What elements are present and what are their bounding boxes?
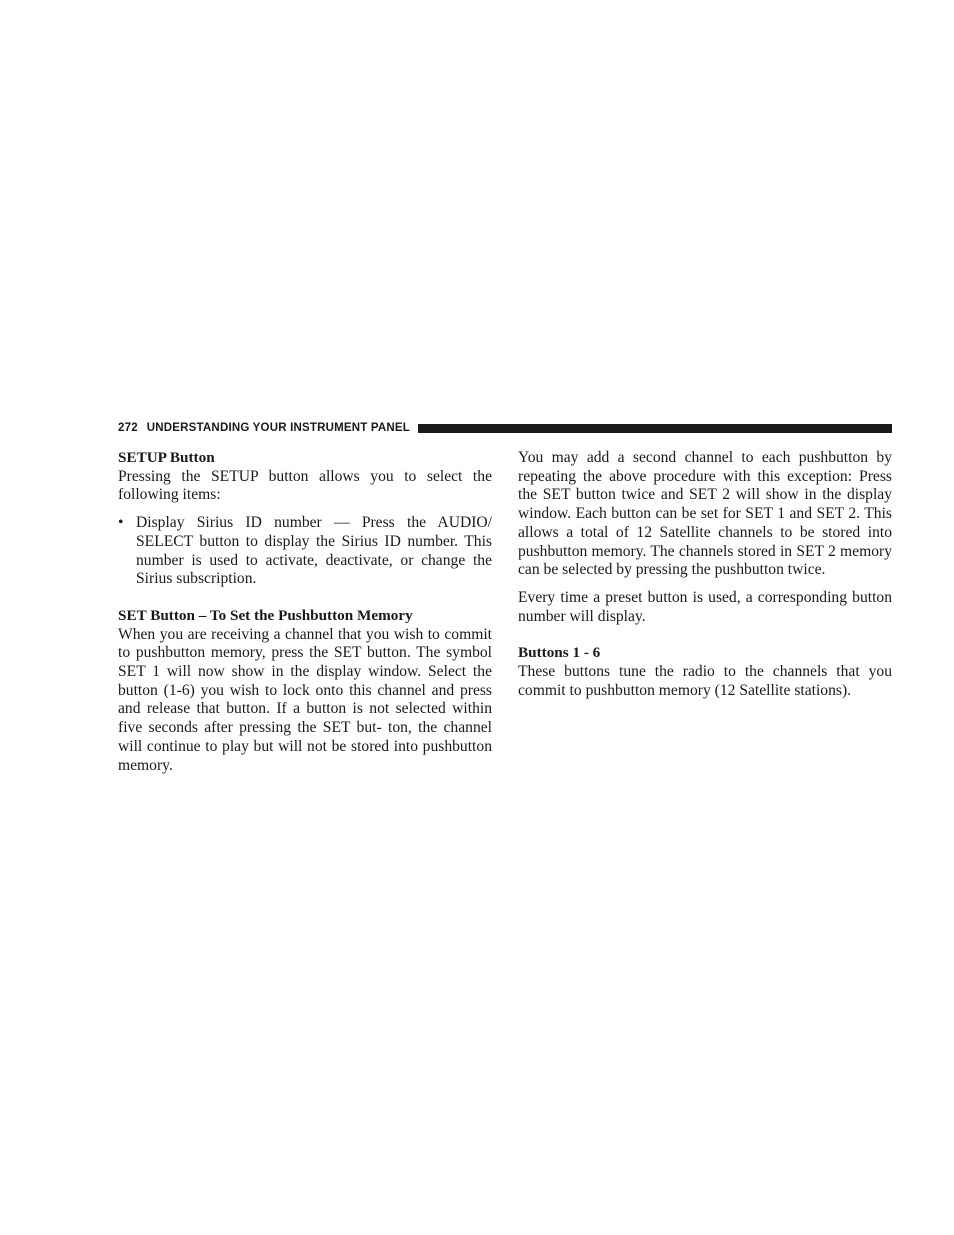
preset-paragraph: Every time a preset button is used, a corresponding button number will display.	[518, 588, 892, 625]
bullet-text: Display Sirius ID number — Press the AUDIO/ SELECT button to display the Sirius ID number. This number is used to activate, deactivate, or change the Sirius subscription.	[136, 514, 492, 588]
set-button-paragraph: When you are receiving a channel that you wish to commit to pushbutton memory, press the SET button. The symbol SET 1 will now show in the display window. Select the button (1-6) you wish to lock onto this channel and press and release that button. If a button is not selected within five seconds after pressing the SET but- ton, the channel will continue to play but will not be stored into pushbutton memory.	[118, 625, 492, 774]
left-column	[118, 449, 492, 784]
page-header	[118, 420, 892, 436]
buttons-paragraph: These buttons tune the radio to the channels that you commit to pushbutton memory (12 Satellite stations).	[518, 663, 892, 699]
second-channel-paragraph: You may add a second channel to each pushbutton by repeating the above procedure with this exception: Press the SET button twice and SET 2 will show in the display window. Each button can be set for SET 1 and SET 2. This allows a total of 12 Satellite channels to be stored into pushbutton memory. The channels stored in SET 2 memory can be selected by pressing the pushbutton twice.	[518, 449, 892, 579]
setup-button-heading: SETUP Button	[118, 449, 215, 466]
setup-intro-paragraph: Pressing the SETUP button allows you to select the following items:	[118, 467, 492, 504]
set-button-heading: SET Button – To Set the Pushbutton Memory	[118, 606, 413, 624]
page-number: 272	[118, 422, 138, 434]
list-item	[118, 514, 492, 589]
section-title: UNDERSTANDING YOUR INSTRUMENT PANEL	[146, 422, 410, 434]
buttons-heading: Buttons 1 - 6	[518, 644, 601, 662]
right-column	[518, 449, 892, 709]
bullet-mark: •	[118, 514, 124, 532]
header-rule	[418, 424, 892, 433]
